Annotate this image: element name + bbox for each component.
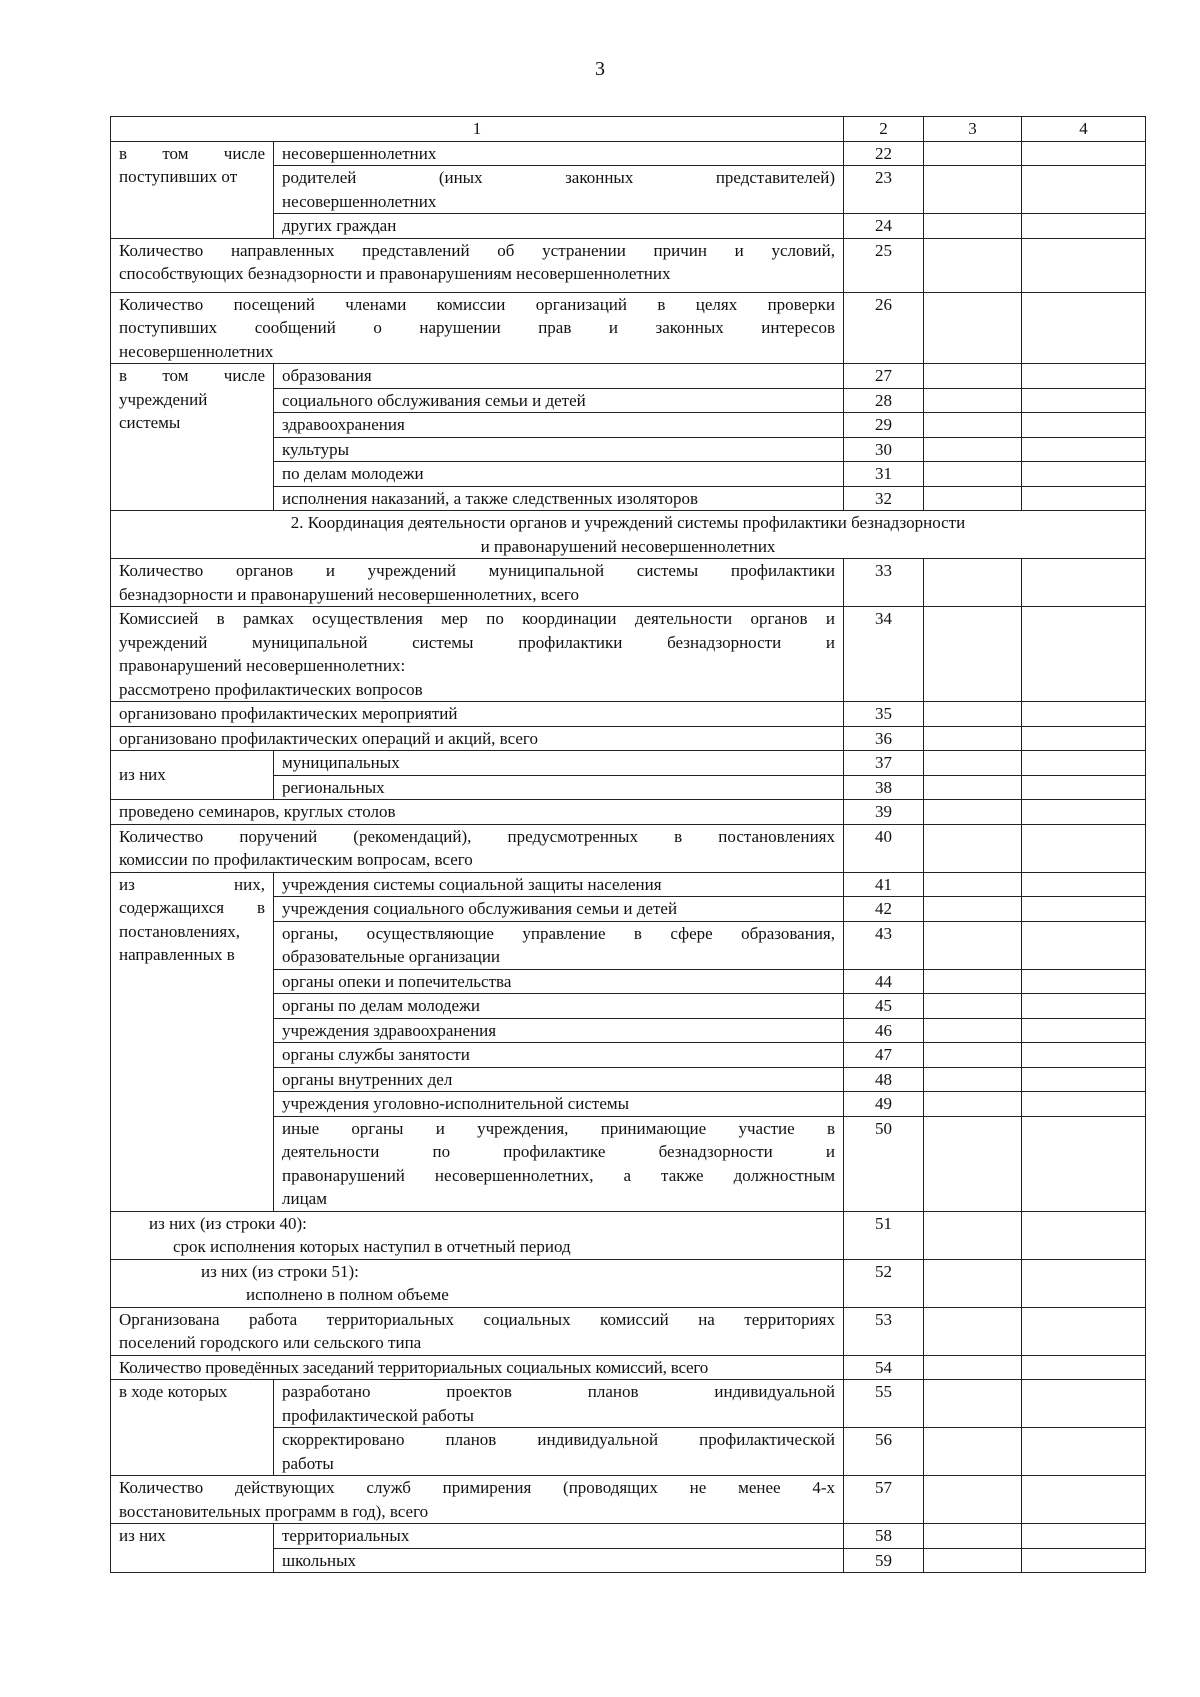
table-row [111, 559, 1146, 607]
row-code: 54 [844, 1355, 924, 1380]
value-cell[interactable] [924, 1380, 1022, 1428]
table-row [111, 1355, 1146, 1380]
value-cell[interactable] [924, 388, 1022, 413]
table-row [111, 1524, 1146, 1549]
table-row [111, 1211, 1146, 1259]
row-label: социального обслуживания семьи и детей [274, 388, 844, 413]
header-col-1: 1 [111, 117, 844, 142]
row-code: 28 [844, 388, 924, 413]
row-label: скорректировано планов индивидуальной профилактической работы [274, 1428, 844, 1476]
value-cell[interactable] [1022, 1307, 1146, 1355]
header-col-4: 4 [1022, 117, 1146, 142]
value-cell[interactable] [1022, 462, 1146, 487]
value-cell[interactable] [924, 1211, 1022, 1259]
table-row [111, 292, 1146, 364]
value-cell[interactable] [924, 726, 1022, 751]
row-code: 46 [844, 1018, 924, 1043]
row-label: из них (из строки 40): срок исполнения которых наступил в отчетный период [111, 1211, 844, 1259]
row-code: 52 [844, 1259, 924, 1307]
table-row [111, 141, 1146, 166]
row-label: Количество действующих служб примирения (проводящих не менее 4-х восстановительных программ в год), всего [111, 1476, 844, 1524]
value-cell[interactable] [924, 1548, 1022, 1573]
value-cell[interactable] [924, 1476, 1022, 1524]
row-code: 41 [844, 872, 924, 897]
row-label: культуры [274, 437, 844, 462]
row-code: 38 [844, 775, 924, 800]
row-code: 58 [844, 1524, 924, 1549]
value-cell[interactable] [1022, 413, 1146, 438]
header-col-3: 3 [924, 117, 1022, 142]
value-cell[interactable] [924, 1524, 1022, 1549]
value-cell[interactable] [924, 1092, 1022, 1117]
section-title: 2. Координация деятельности органов и учреждений системы профилактики безнадзорности и правонарушений несовершеннолетних [111, 511, 1146, 559]
value-cell[interactable] [1022, 437, 1146, 462]
value-cell[interactable] [1022, 751, 1146, 776]
row-label: учреждения системы социальной защиты населения [274, 872, 844, 897]
row-label: Количество органов и учреждений муниципальной системы профилактики безнадзорности и правонарушений несовершеннолетних, всего [111, 559, 844, 607]
value-cell[interactable] [924, 824, 1022, 872]
value-cell[interactable] [1022, 1380, 1146, 1428]
value-cell[interactable] [924, 1067, 1022, 1092]
value-cell[interactable] [924, 462, 1022, 487]
row-label: органы опеки и попечительства [274, 969, 844, 994]
value-cell[interactable] [1022, 702, 1146, 727]
row-code: 42 [844, 897, 924, 922]
value-cell[interactable] [924, 921, 1022, 969]
value-cell[interactable] [1022, 364, 1146, 389]
value-cell[interactable] [1022, 897, 1146, 922]
table-row [111, 824, 1146, 872]
row-code: 48 [844, 1067, 924, 1092]
value-cell[interactable] [924, 702, 1022, 727]
page-number: 3 [595, 58, 605, 80]
row-label: исполнения наказаний, а также следственных изоляторов [274, 486, 844, 511]
table-row [111, 1259, 1146, 1307]
row-code: 30 [844, 437, 924, 462]
value-cell[interactable] [924, 166, 1022, 214]
value-cell[interactable] [1022, 872, 1146, 897]
value-cell[interactable] [1022, 559, 1146, 607]
row-label: образования [274, 364, 844, 389]
value-cell[interactable] [1022, 969, 1146, 994]
row-code: 29 [844, 413, 924, 438]
table-row [111, 702, 1146, 727]
value-cell[interactable] [924, 1018, 1022, 1043]
value-cell[interactable] [1022, 994, 1146, 1019]
row-code: 25 [844, 238, 924, 292]
value-cell[interactable] [1022, 238, 1146, 292]
value-cell[interactable] [924, 364, 1022, 389]
value-cell[interactable] [1022, 1428, 1146, 1476]
row-code: 50 [844, 1116, 924, 1211]
row-label: разработано проектов планов индивидуальной профилактической работы [274, 1380, 844, 1428]
row-label: территориальных [274, 1524, 844, 1549]
value-cell[interactable] [924, 214, 1022, 239]
value-cell[interactable] [924, 413, 1022, 438]
value-cell[interactable] [1022, 607, 1146, 702]
value-cell[interactable] [924, 486, 1022, 511]
table-row [111, 872, 1146, 897]
row-label: школьных [274, 1548, 844, 1573]
report-table [110, 116, 1146, 1573]
row-code: 36 [844, 726, 924, 751]
value-cell[interactable] [1022, 292, 1146, 364]
value-cell[interactable] [924, 292, 1022, 364]
value-cell[interactable] [1022, 921, 1146, 969]
row-label: Комиссией в рамках осуществления мер по координации деятельности органов и учреждений муниципальной системы профилактики безнадзорности и правонарушений несовершеннолетних: рассмотрено профилактических вопросов [111, 607, 844, 702]
row-code: 47 [844, 1043, 924, 1068]
value-cell[interactable] [1022, 1476, 1146, 1524]
row-code: 23 [844, 166, 924, 214]
value-cell[interactable] [1022, 1259, 1146, 1307]
value-cell[interactable] [924, 1355, 1022, 1380]
table-row [111, 800, 1146, 825]
value-cell[interactable] [924, 994, 1022, 1019]
value-cell[interactable] [924, 141, 1022, 166]
value-cell[interactable] [924, 1116, 1022, 1211]
value-cell[interactable] [1022, 141, 1146, 166]
row-label: учреждения здравоохранения [274, 1018, 844, 1043]
row-code: 49 [844, 1092, 924, 1117]
row-code: 31 [844, 462, 924, 487]
group-label: из них [111, 1524, 274, 1573]
value-cell[interactable] [1022, 1116, 1146, 1211]
table-row [111, 364, 1146, 389]
value-cell[interactable] [924, 559, 1022, 607]
value-cell[interactable] [1022, 1211, 1146, 1259]
row-label: из них (из строки 51): исполнено в полном объеме [111, 1259, 844, 1307]
value-cell[interactable] [924, 751, 1022, 776]
row-label: организовано профилактических операций и акций, всего [111, 726, 844, 751]
value-cell[interactable] [1022, 214, 1146, 239]
value-cell[interactable] [1022, 388, 1146, 413]
value-cell[interactable] [1022, 166, 1146, 214]
value-cell[interactable] [1022, 1355, 1146, 1380]
row-label: Количество проведённых заседаний территориальных социальных комиссий, всего [111, 1355, 844, 1380]
row-label: муниципальных [274, 751, 844, 776]
header-col-2: 2 [844, 117, 924, 142]
value-cell[interactable] [924, 969, 1022, 994]
value-cell[interactable] [924, 897, 1022, 922]
row-code: 59 [844, 1548, 924, 1573]
table-row [111, 1380, 1146, 1428]
row-code: 40 [844, 824, 924, 872]
row-label: родителей (иных законных представителей) несовершеннолетних [274, 166, 844, 214]
value-cell[interactable] [1022, 486, 1146, 511]
value-cell[interactable] [924, 800, 1022, 825]
value-cell[interactable] [924, 238, 1022, 292]
value-cell[interactable] [1022, 1524, 1146, 1549]
section-row [111, 511, 1146, 559]
row-label: несовершеннолетних [274, 141, 844, 166]
row-label: Количество поручений (рекомендаций), предусмотренных в постановлениях комиссии по профилактическим вопросам, всего [111, 824, 844, 872]
row-label: Количество направленных представлений об устранении причин и условий, способствующих безнадзорности и правонарушениям несовершеннолетних [111, 238, 844, 292]
group-label: в том числе учреждений системы [111, 364, 274, 511]
value-cell[interactable] [924, 872, 1022, 897]
header-row [111, 117, 1146, 142]
value-cell[interactable] [924, 1307, 1022, 1355]
row-label: организовано профилактических мероприятий [111, 702, 844, 727]
value-cell[interactable] [1022, 1092, 1146, 1117]
value-cell[interactable] [1022, 824, 1146, 872]
group-label: в ходе которых [111, 1380, 274, 1476]
row-label: органы по делам молодежи [274, 994, 844, 1019]
row-label: органы службы занятости [274, 1043, 844, 1068]
table-row [111, 1476, 1146, 1524]
row-code: 34 [844, 607, 924, 702]
value-cell[interactable] [924, 437, 1022, 462]
row-code: 51 [844, 1211, 924, 1259]
row-code: 27 [844, 364, 924, 389]
row-label: других граждан [274, 214, 844, 239]
row-code: 37 [844, 751, 924, 776]
table-row [111, 238, 1146, 292]
row-label: здравоохранения [274, 413, 844, 438]
value-cell[interactable] [1022, 775, 1146, 800]
row-code: 43 [844, 921, 924, 969]
row-label: органы, осуществляющие управление в сфере образования, образовательные организации [274, 921, 844, 969]
value-cell[interactable] [1022, 800, 1146, 825]
row-label: Организована работа территориальных социальных комиссий на территориях поселений городского или сельского типа [111, 1307, 844, 1355]
row-code: 26 [844, 292, 924, 364]
value-cell[interactable] [924, 1428, 1022, 1476]
row-label: Количество посещений членами комиссии организаций в целях проверки поступивших сообщений о нарушении прав и законных интересов несовершеннолетних [111, 292, 844, 364]
value-cell[interactable] [924, 607, 1022, 702]
table-row [111, 726, 1146, 751]
value-cell[interactable] [924, 1259, 1022, 1307]
row-code: 32 [844, 486, 924, 511]
group-label: в том числе поступивших от [111, 141, 274, 238]
value-cell[interactable] [924, 1043, 1022, 1068]
table-row [111, 751, 1146, 776]
row-label: учреждения социального обслуживания семьи и детей [274, 897, 844, 922]
row-code: 33 [844, 559, 924, 607]
row-code: 39 [844, 800, 924, 825]
row-code: 53 [844, 1307, 924, 1355]
table-row [111, 607, 1146, 702]
row-code: 56 [844, 1428, 924, 1476]
table-row [111, 1307, 1146, 1355]
row-label: по делам молодежи [274, 462, 844, 487]
row-code: 55 [844, 1380, 924, 1428]
row-code: 22 [844, 141, 924, 166]
row-label: учреждения уголовно-исполнительной системы [274, 1092, 844, 1117]
row-code: 44 [844, 969, 924, 994]
row-code: 57 [844, 1476, 924, 1524]
group-label: из них [111, 751, 274, 800]
row-label: иные органы и учреждения, принимающие участие в деятельности по профилактике безнадзорности и правонарушений несовершеннолетних, а также должностным лицам [274, 1116, 844, 1211]
value-cell[interactable] [924, 775, 1022, 800]
value-cell[interactable] [1022, 1018, 1146, 1043]
group-label: из них, содержащихся в постановлениях, направленных в [111, 872, 274, 1211]
row-code: 35 [844, 702, 924, 727]
value-cell[interactable] [1022, 1548, 1146, 1573]
value-cell[interactable] [1022, 1067, 1146, 1092]
row-label: региональных [274, 775, 844, 800]
row-code: 24 [844, 214, 924, 239]
value-cell[interactable] [1022, 726, 1146, 751]
row-label: проведено семинаров, круглых столов [111, 800, 844, 825]
value-cell[interactable] [1022, 1043, 1146, 1068]
row-code: 45 [844, 994, 924, 1019]
row-label: органы внутренних дел [274, 1067, 844, 1092]
